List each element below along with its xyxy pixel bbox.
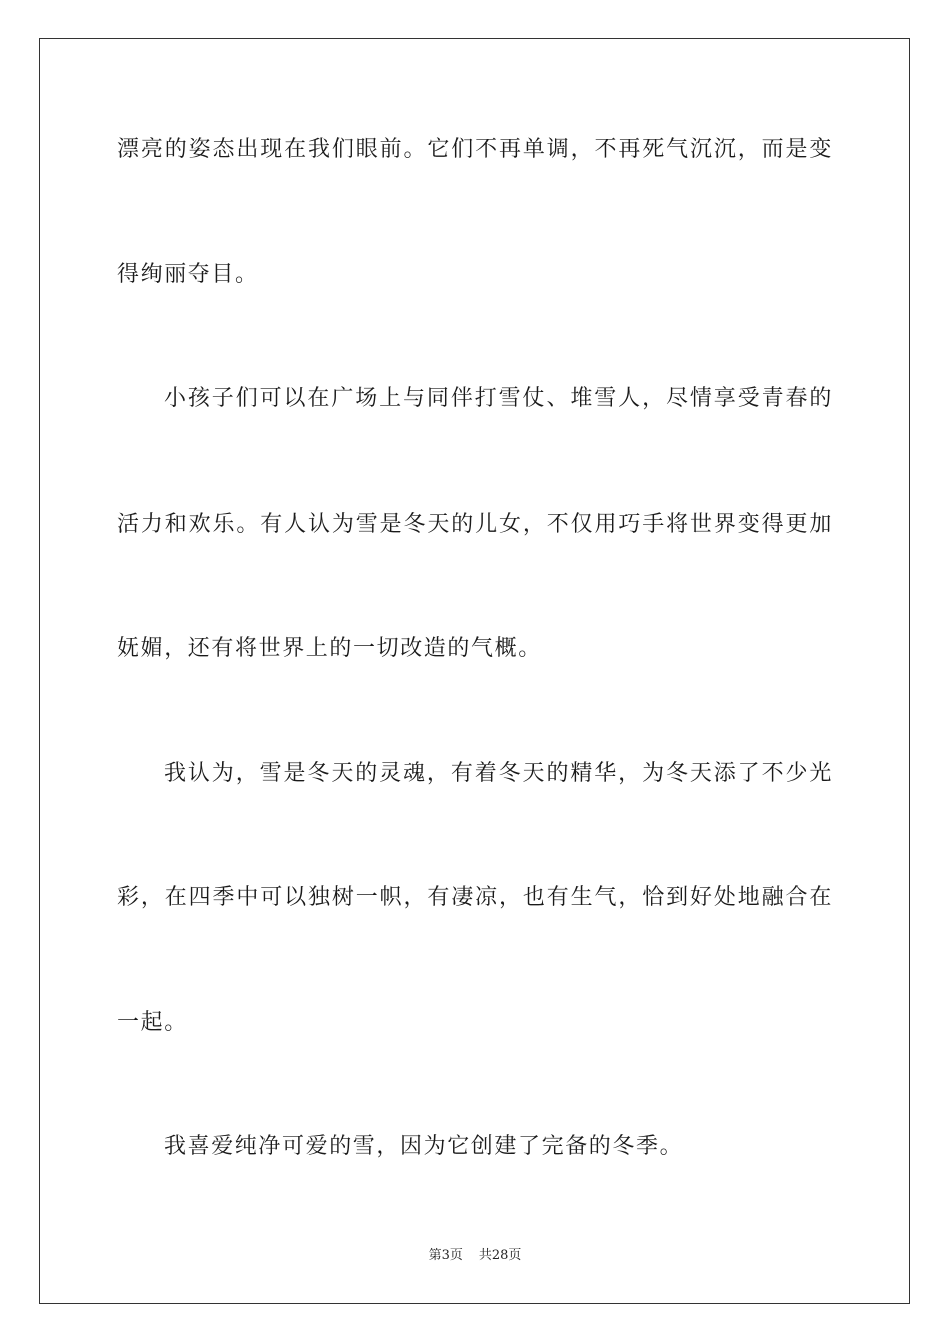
- paragraph-line: 一起。: [117, 1010, 188, 1035]
- paragraph-line: 活力和欢乐。有人认为雪是冬天的儿女，不仅用巧手将世界变得更加: [117, 512, 833, 537]
- page-total: 共28页: [478, 1248, 522, 1263]
- paragraph-line: 我认为，雪是冬天的灵魂，有着冬天的精华，为冬天添了不少光: [164, 761, 833, 786]
- page-footer: [0, 1246, 950, 1266]
- paragraph-line: 我喜爱纯净可爱的雪，因为它创建了完备的冬季。: [164, 1134, 684, 1159]
- paragraph-line: 妩媚，还有将世界上的一切改造的气概。: [117, 636, 542, 661]
- paragraph-line: 得绚丽夺目。: [117, 262, 259, 287]
- paragraph-line: 漂亮的姿态出现在我们眼前。它们不再单调，不再死气沉沉，而是变: [117, 137, 833, 162]
- page-number: 第3页: [428, 1248, 463, 1263]
- paragraph-line: 彩，在四季中可以独树一帜，有凄凉，也有生气，恰到好处地融合在: [117, 885, 833, 910]
- page-border: [39, 38, 910, 1304]
- paragraph-line: 小孩子们可以在广场上与同伴打雪仗、堆雪人，尽情享受青春的: [164, 386, 833, 411]
